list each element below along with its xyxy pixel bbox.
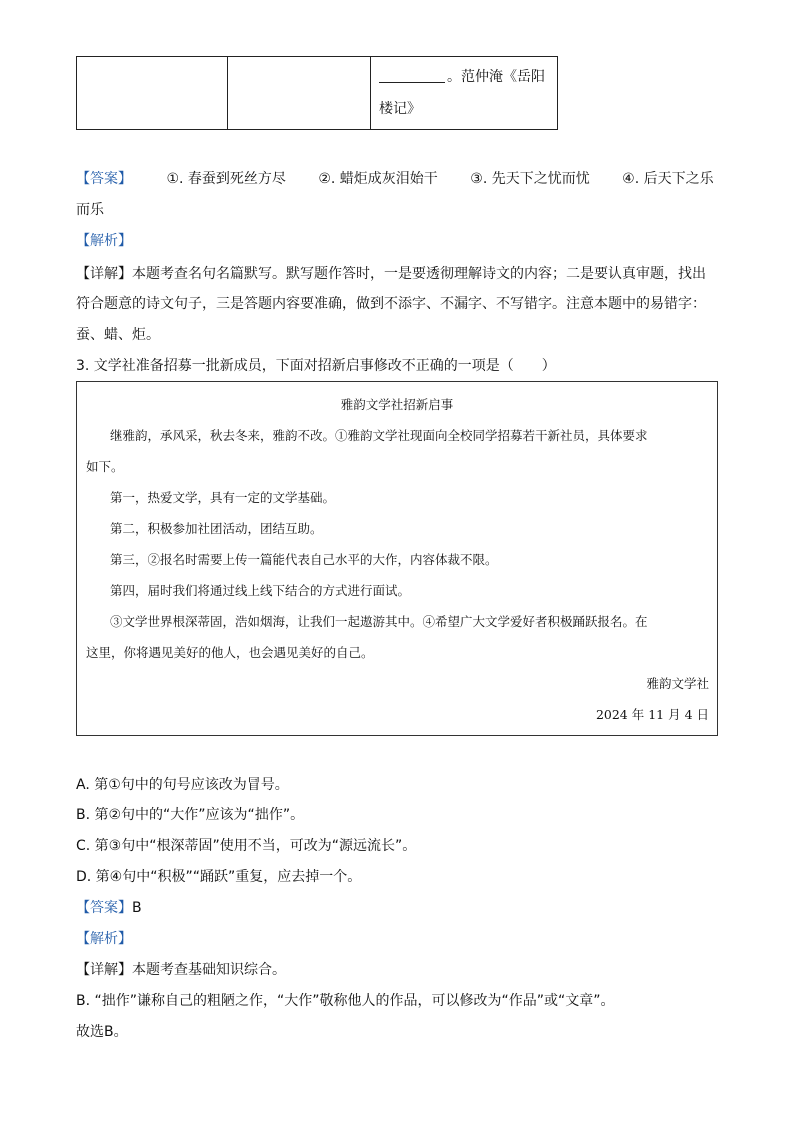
notice-item-2: 第二，积极参加社团活动，团结互助。 — [110, 521, 323, 536]
notice-item-1: 第一，热爱文学，具有一定的文学基础。 — [110, 490, 336, 505]
notice-title: 雅韵文学社招新启事 — [340, 397, 454, 412]
notice-item-4: 第四，届时我们将通过线上线下结合的方式进行面试。 — [110, 583, 411, 598]
notice-item-3: 第三，②报名时需要上传一篇能代表自己水平的大作，内容体裁不限。 — [110, 552, 498, 567]
notice-date: 2024 年 11 月 4 日 — [595, 707, 709, 722]
answer-item-4: ④. 后天下之乐 — [622, 171, 714, 187]
answer-table-fragment — [76, 56, 558, 130]
table-cell-1 — [77, 57, 228, 130]
option-a: A. 第①句中的句号应该改为冒号。 — [76, 777, 289, 793]
notice-p1-line1: 继雅韵，承风采，秋去冬来，雅韵不改。①雅韵文学社现面向全校同学招募若干新社员，具体要求 — [110, 428, 648, 443]
detail-tag: 【详解】 — [76, 962, 132, 978]
q3-explanation: B. “拙作”谦称自己的粗陋之作，“大作”敬称他人的作品，可以修改为“作品”或“文章”。 — [76, 993, 615, 1009]
recruitment-notice-box — [76, 381, 718, 736]
table-cell-3 — [371, 57, 558, 130]
notice-p2-line2: 这里，你将遇见美好的他人，也会遇见美好的自己。 — [86, 645, 374, 660]
q2-answer-tail: 而乐 — [76, 202, 104, 218]
notice-p1-line2: 如下。 — [86, 459, 124, 474]
q3-detail-line — [76, 960, 718, 980]
table-cell-2 — [228, 57, 371, 130]
q2-detail-line3: 蚕、蜡、炬。 — [76, 327, 160, 343]
option-c: C. 第③句中“根深蒂固”使用不当，可改为“源远流长”。 — [76, 838, 417, 854]
cell3-line2: 楼记》 — [379, 101, 421, 117]
detail-text: 本题考查基础知识综合。 — [132, 962, 286, 978]
notice-signature: 雅韵文学社 — [646, 676, 709, 691]
analysis-tag: 【解析】 — [76, 233, 132, 249]
fill-blank — [379, 68, 445, 83]
answer-item-3: ③. 先天下之忧而忧 — [470, 171, 590, 187]
q2-answer-line — [76, 169, 718, 189]
answer-value: B — [132, 900, 142, 916]
q3-answer-line — [76, 898, 718, 918]
detail-tag: 【详解】 — [76, 266, 132, 282]
cell3-line1: 。范仲淹《岳阳 — [447, 69, 545, 85]
answer-item-1: ①. 春蚕到死丝方尽 — [166, 171, 286, 187]
option-d: D. 第④句中“积极”“踊跃”重复，应去掉一个。 — [76, 869, 362, 885]
q3-conclusion: 故选B。 — [76, 1024, 128, 1040]
answer-tag: 【答案】 — [76, 171, 132, 187]
analysis-tag: 【解析】 — [76, 931, 132, 947]
q2-detail-line2: 符合题意的诗文句子，三是答题内容要准确，做到不添字、不漏字、不写错字。注意本题中的易错字： — [76, 296, 706, 312]
notice-p2-line1: ③文学世界根深蒂固，浩如烟海，让我们一起遨游其中。④希望广大文学爱好者积极踊跃报名。在 — [110, 614, 648, 629]
detail-text: 本题考查名句名篇默写。默写题作答时，一是要透彻理解诗文的内容；二是要认真审题，找出 — [132, 266, 706, 282]
option-b: B. 第②句中的“大作”应该为“拙作”。 — [76, 807, 305, 823]
answer-tag: 【答案】 — [76, 900, 132, 916]
q3-question: 3. 文学社准备招募一批新成员，下面对招新启事修改不正确的一项是（ ） — [76, 358, 556, 374]
answer-item-2: ②. 蜡炬成灰泪始干 — [318, 171, 438, 187]
q2-detail-line1 — [76, 264, 718, 284]
